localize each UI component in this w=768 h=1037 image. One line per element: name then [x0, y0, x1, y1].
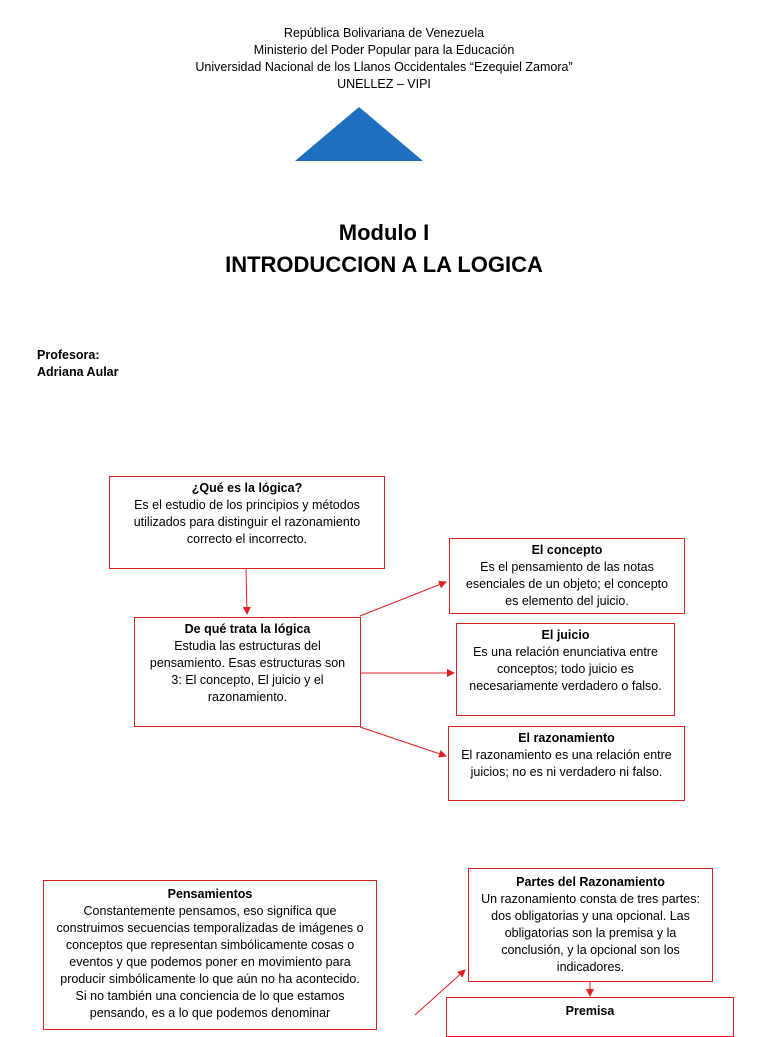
box-text-line: conceptos que representan simbólicamente cosas o — [65, 938, 355, 952]
box-text-line: correcto el incorrecto. — [186, 532, 308, 546]
box-text-line: esenciales de un objeto; el concepto — [465, 577, 669, 591]
box-que-es-logica-title: ¿Qué es la lógica? — [191, 481, 303, 495]
box-text-line: indicadores. — [556, 960, 625, 974]
box-text-line: Constantemente pensamos, eso significa que — [83, 904, 337, 918]
box-el-razonamiento-title: El razonamiento — [518, 731, 615, 745]
box-text-line: razonamiento. — [207, 690, 288, 704]
box-partes-razonamiento-title: Partes del Razonamiento — [516, 875, 665, 889]
box-text-line: obligatorias son la premisa y la — [504, 926, 677, 940]
box-text-line: construimos secuencias temporalizadas de imágenes o — [56, 921, 364, 935]
box-de-que-trata — [134, 617, 361, 727]
box-text-line: producir simbólicamente lo que aún no ha acontecido. — [60, 972, 360, 986]
box-partes-razonamiento — [468, 868, 713, 982]
box-text-line: Es una relación enunciativa entre — [473, 645, 658, 659]
box-pensamientos-title: Pensamientos — [167, 887, 253, 901]
box-premisa-title: Premisa — [565, 1004, 615, 1018]
box-text-line: Estudia las estructuras del — [174, 639, 321, 653]
box-text-line: Un razonamiento consta de tres partes: — [481, 892, 700, 906]
box-premisa — [446, 997, 734, 1037]
box-text-line: El razonamiento es una relación entre — [461, 748, 672, 762]
box-text-line: necesariamente verdadero o falso. — [469, 679, 662, 693]
box-text-line: eventos y que podemos poner en movimiento para — [69, 955, 351, 969]
box-text-line: dos obligatorias y una opcional. Las — [491, 909, 690, 923]
box-que-es-logica — [109, 476, 385, 569]
box-el-razonamiento — [448, 726, 685, 801]
arrow-que-es-to-trata — [246, 569, 247, 614]
box-text-line: juicios; no es ni verdadero ni falso. — [470, 765, 663, 779]
box-text-line: conclusión, y la opcional son los — [501, 943, 680, 957]
box-text-line: Es el pensamiento de las notas — [480, 560, 654, 574]
box-el-juicio — [456, 623, 675, 716]
module-subtitle: INTRODUCCION A LA LOGICA — [225, 252, 543, 277]
box-text-line: Si no también una conciencia de lo que estamos — [75, 989, 345, 1003]
arrow-trata-to-razonamiento — [360, 727, 446, 756]
box-text-line: pensando, es a lo que podemos denominar — [89, 1006, 331, 1020]
module-title: Modulo I — [338, 220, 430, 245]
triangle-logo-icon — [295, 107, 423, 161]
header-line-2: Ministerio del Poder Popular para la Educación — [253, 43, 515, 57]
professor-name: Adriana Aular — [37, 365, 119, 379]
box-pensamientos — [43, 880, 377, 1030]
box-text-line: utilizados para distinguir el razonamiento — [133, 515, 361, 529]
arrow-trata-to-concepto — [360, 582, 446, 616]
header-line-3: Universidad Nacional de los Llanos Occidentales “Ezequiel Zamora” — [195, 60, 573, 74]
professor-block — [37, 347, 119, 381]
header-line-4: UNELLEZ – VIPI — [337, 77, 431, 91]
box-text-line: es elemento del juicio. — [505, 594, 629, 608]
box-el-concepto-title: El concepto — [531, 543, 603, 557]
header-line-1: República Bolivariana de Venezuela — [283, 26, 485, 40]
box-text-line: pensamiento. Esas estructuras son — [149, 656, 346, 670]
institution-header — [0, 25, 768, 93]
box-de-que-trata-title: De qué trata la lógica — [184, 622, 311, 636]
box-text-line: conceptos; todo juicio es — [497, 662, 634, 676]
box-el-juicio-title: El juicio — [541, 628, 590, 642]
box-text-line: 3: El concepto, El juicio y el — [171, 673, 324, 687]
box-el-concepto — [449, 538, 685, 614]
box-text-line: Es el estudio de los principios y métodos — [134, 498, 360, 512]
professor-label: Profesora: — [37, 348, 100, 362]
